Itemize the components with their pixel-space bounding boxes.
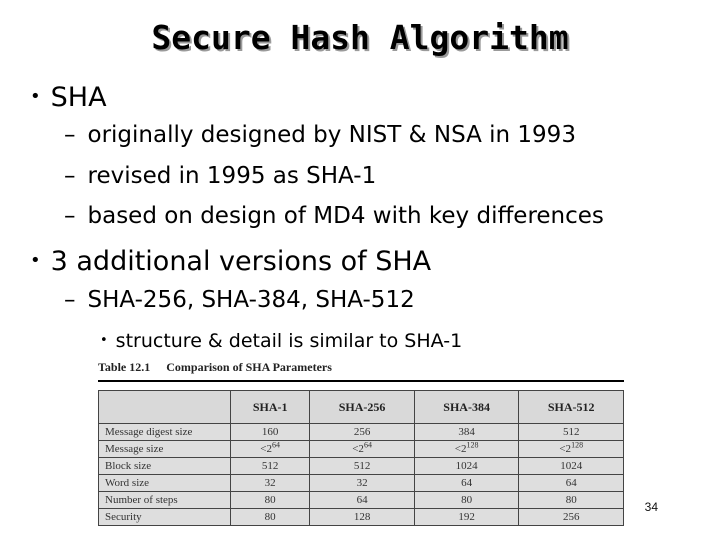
table-header-cell: SHA-512 (519, 391, 624, 424)
row-label: Block size (99, 458, 231, 475)
dash-marker: – (64, 203, 76, 229)
table-cell: 512 (231, 458, 310, 475)
table-cell: 128 (310, 509, 415, 526)
bullet-marker: • (30, 86, 41, 107)
bullet-marker: • (100, 333, 108, 348)
table-cell: 64 (414, 475, 519, 492)
table-cell: 384 (414, 424, 519, 441)
table-cell: 512 (310, 458, 415, 475)
table-header-cell: SHA-1 (231, 391, 310, 424)
table-cell: 64 (519, 475, 624, 492)
bullet-level1-versions (30, 246, 431, 277)
table-row (99, 441, 624, 458)
power-base: <2 (260, 443, 272, 455)
table-cell: 32 (231, 475, 310, 492)
table-caption-rule (98, 380, 624, 382)
table-cell (310, 441, 415, 458)
power-base: <2 (559, 443, 572, 455)
table-cell: 192 (414, 509, 519, 526)
table-row (99, 509, 624, 526)
sub-sub-bullet-structure (100, 330, 462, 352)
table-caption (96, 360, 624, 378)
sha-parameters-table (98, 390, 624, 526)
page-number: 34 (644, 500, 658, 514)
power-exponent: 64 (363, 440, 372, 450)
table-cell: 256 (519, 509, 624, 526)
table-cell: 80 (414, 492, 519, 509)
table-row (99, 458, 624, 475)
sub-bullet-sha-variants (64, 287, 415, 313)
row-label: Message digest size (99, 424, 231, 441)
sub-bullet-revised (64, 163, 376, 189)
row-label: Security (99, 509, 231, 526)
bullet-text: SHA-256, SHA-384, SHA-512 (87, 287, 415, 313)
table-cell (519, 441, 624, 458)
row-label: Number of steps (99, 492, 231, 509)
power-base: <2 (352, 443, 364, 455)
table-header-row (99, 391, 624, 424)
table-header-cell: SHA-256 (310, 391, 415, 424)
table-header-cell: SHA-384 (414, 391, 519, 424)
table-cell: 1024 (414, 458, 519, 475)
table-cell: 1024 (519, 458, 624, 475)
power-exponent: 128 (466, 440, 479, 450)
table-cell: 80 (519, 492, 624, 509)
table-number: Table 12.1 (98, 360, 151, 374)
row-label: Word size (99, 475, 231, 492)
bullet-level1-sha (30, 82, 107, 113)
power-exponent: 128 (571, 440, 584, 450)
table-header-cell (99, 391, 231, 424)
table-cell (231, 441, 310, 458)
row-label: Message size (99, 441, 231, 458)
sub-bullet-based-on (64, 203, 604, 229)
sub-bullet-originally (64, 122, 576, 148)
bullet-marker: • (30, 250, 41, 271)
table-cell: 160 (231, 424, 310, 441)
table-cell: 80 (231, 492, 310, 509)
table-row (99, 492, 624, 509)
table-caption-text: Comparison of SHA Parameters (166, 360, 332, 374)
bullet-text: 3 additional versions of SHA (50, 246, 432, 277)
power-base: <2 (454, 443, 467, 455)
table-cell: 80 (231, 509, 310, 526)
table-row (99, 475, 624, 492)
bullet-text: structure & detail is similar to SHA-1 (115, 330, 463, 352)
power-exponent: 64 (272, 440, 280, 450)
table-row (99, 424, 624, 441)
sha-comparison-table-figure (96, 360, 624, 526)
table-cell (414, 441, 519, 458)
table-cell: 64 (310, 492, 415, 509)
bullet-text: based on design of MD4 with key differences (87, 203, 604, 229)
table-cell: 256 (310, 424, 415, 441)
table-cell: 32 (310, 475, 415, 492)
bullet-text: revised in 1995 as SHA-1 (87, 163, 377, 189)
table-cell: 512 (519, 424, 624, 441)
bullet-text: SHA (50, 82, 107, 113)
bullet-text: originally designed by NIST & NSA in 1993 (87, 122, 576, 148)
dash-marker: – (64, 287, 76, 313)
dash-marker: – (64, 163, 76, 189)
slide-title: Secure Hash Algorithm (151, 18, 569, 57)
dash-marker: – (64, 122, 76, 148)
